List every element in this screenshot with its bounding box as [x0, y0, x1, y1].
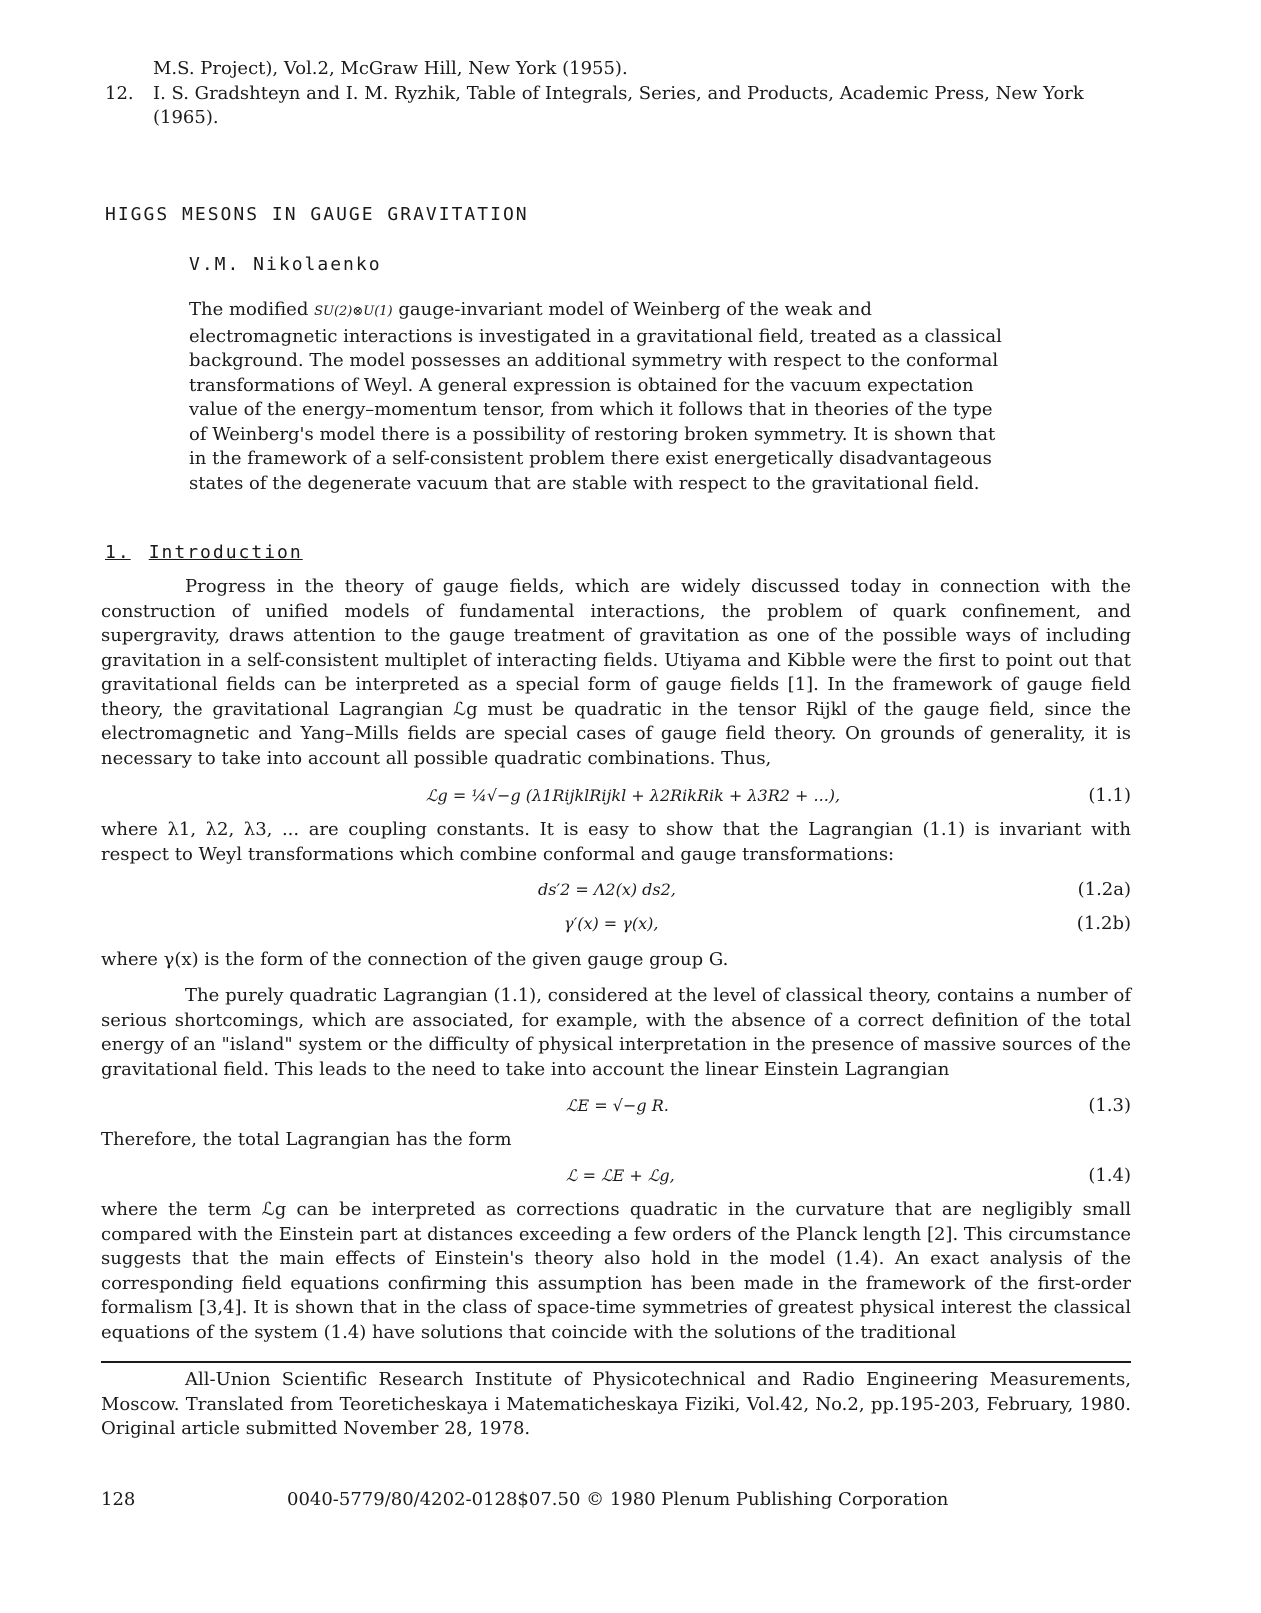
equation-label: (1.2b) [1076, 913, 1131, 934]
equation-1-3 [101, 1094, 1131, 1120]
equation-1-1 [101, 784, 1131, 810]
paragraph-3: where γ(x) is the form of the connection of the given gauge group G. [101, 949, 729, 970]
equation-expression: ℒg = ¼√−g (λ1RijklRijkl + λ2RikRik + λ3R2 + ...), [426, 786, 841, 805]
paper-title: HIGGS MESONS IN GAUGE GRAVITATION [105, 204, 529, 225]
reference-item [105, 82, 1145, 131]
section-title: Introduction [148, 542, 303, 563]
reference-item [105, 57, 1145, 82]
equation-1-2b [101, 912, 1131, 938]
reference-text: I. S. Gradshteyn and I. M. Ryzhik, Table of Integrals, Series, and Products, Academic Press, New York (1965). [153, 82, 1084, 128]
equation-expression: ℒE = √−g R. [566, 1096, 669, 1115]
abstract-lead: The modified [189, 299, 309, 320]
equation-expression: γ′(x) = γ(x), [564, 914, 659, 933]
equation-expression: ds′2 = Λ2(x) ds2, [538, 880, 676, 899]
equation-expression: ℒ = ℒE + ℒg, [566, 1166, 675, 1185]
abstract-text: gauge-invariant model of Weinberg of the weak and electromagnetic interactions is investigated in a gravitational field, treated as a classical background. The model possesses an additional symmetry with respect to the conformal transformations of Weyl. A general expression is obtained for the vacuum expectation value of the energy–momentum tensor, from which it follows that in theories of the type of Weinberg's model there is a possibility of restoring broken symmetry. It is shown that in the framework of a self-consistent problem there exist energetically disadvantageous states of the degenerate vacuum that are stable with respect to the gravitational field. [189, 299, 1002, 494]
paragraph-1: Progress in the theory of gauge fields, which are widely discussed today in connection with the construction of unified models of fundamental interactions, the problem of quark confinement, and supergravity, draws attention to the gauge treatment of gravitation as one of the possible ways of including gravitation in a self-consistent multiplet of interacting fields. Utiyama and Kibble were the first to point out that gravitational fields can be interpreted as a special form of gauge fields [1]. In the framework of gauge field theory, the gravitational Lagrangian ℒg must be quadratic in the tensor Rijkl of the gauge field, since the electromagnetic and Yang–Mills fields are special cases of gauge field theory. On grounds of generality, it is necessary to take into account all possible quadratic combinations. Thus, [101, 576, 1131, 769]
footnote-divider [101, 1361, 1131, 1363]
reference-number: 12. [105, 82, 134, 104]
paragraph-6: where the term ℒg can be interpreted as corrections quadratic in the curvature that are negligibly small compared with the Einstein part at distances exceeding a few orders of the Planck length [2]. This circumstance suggests that the main effects of Einstein's theory also hold in the model (1.4). An exact analysis of the corresponding field equations confirming this assumption has been made in the framework of the first-order formalism [3,4]. It is shown that in the class of space-time symmetries of greatest physical interest the classical equations of the system (1.4) have solutions that coincide with the solutions of the traditional [101, 1199, 1131, 1343]
paragraph-2: where λ1, λ2, λ3, ... are coupling constants. It is easy to show that the Lagrangian (1.1) is invariant with respect to Weyl transformations which combine conformal and gauge transformations: [101, 819, 1131, 865]
reference-list [105, 57, 1145, 131]
equation-label: (1.4) [1088, 1165, 1131, 1186]
publication-info: 0040-5779/80/4202-0128$07.50 © 1980 Plenum Publishing Corporation [287, 1489, 949, 1510]
reference-text: M.S. Project), Vol.2, McGraw Hill, New York (1955). [153, 58, 628, 79]
equation-label: (1.1) [1088, 785, 1131, 806]
paper-author: V.M. Nikolaenko [189, 254, 382, 275]
section-number: 1. [105, 542, 131, 563]
abstract-group-symbol: SU(2)⊗U(1) [314, 304, 393, 319]
equation-label: (1.2a) [1077, 879, 1131, 900]
equation-1-4 [101, 1164, 1131, 1190]
equation-1-2a [101, 878, 1131, 904]
equation-label: (1.3) [1088, 1095, 1131, 1116]
paragraph-4: The purely quadratic Lagrangian (1.1), considered at the level of classical theory, contains a number of serious shortcomings, which are associated, for example, with the absence of a correct definition of the total energy of an "island" system or the difficulty of physical interpretation in the presence of massive sources of the gravitational field. This leads to the need to take into account the linear Einstein Lagrangian [101, 985, 1131, 1080]
section-heading [105, 541, 303, 566]
footnote: All-Union Scientific Research Institute of Physicotechnical and Radio Engineering Measurements, Moscow. Translated from Teoreticheskaya i Matematicheskaya Fiziki, Vol.42, No.2, pp.195-203, February, 1980. Original article submitted November 28, 1978. [101, 1369, 1131, 1439]
page-number: 128 [101, 1489, 136, 1510]
abstract [189, 298, 1004, 496]
paragraph-5: Therefore, the total Lagrangian has the form [101, 1129, 512, 1150]
